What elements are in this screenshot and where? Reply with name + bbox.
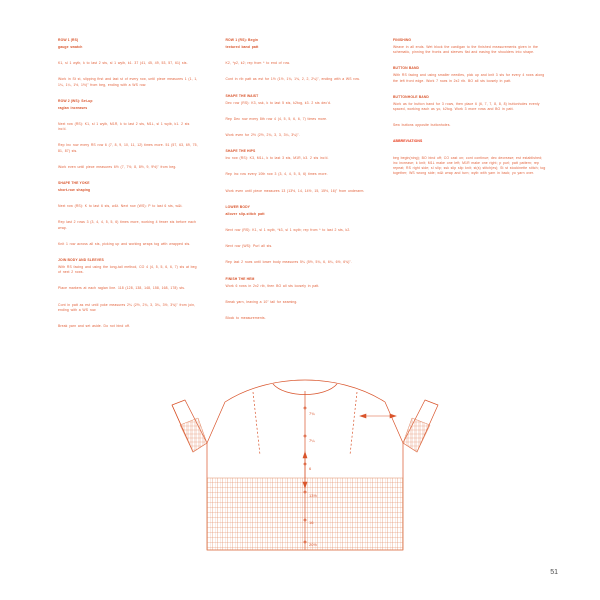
paragraph: Next row (RS): K1, sl 1 wyib, M1R, k to last 2 sts, M1L, sl 1 wyib, k1. 2 sts inc'd. [58,122,190,132]
measurement-label: 7¼ [309,438,315,443]
measurement-label: 13½ [309,493,317,498]
paragraph: Cont in rib patt as est for 1½ (1½, 1¾, 1¾, 2, 2, 2¼)", ending with a WS row. [225,77,360,82]
sleeve-measure-arrow [360,414,396,418]
paragraph: BUTTON BAND [392,66,420,71]
paragraph: K2, *p2, k2; rep from * to end of row. [225,61,291,66]
paragraph: Dec row (RS): K3, ssk, k to last 5 sts, k2tog, k3. 2 sts dec'd. [225,100,332,105]
paragraph: Work even until piece measures 6½ (7, 7½, 8, 8½, 9, 9½)" from beg. [58,164,177,169]
paragraph: Cont in patt as est until yoke measures 2¼ (2½, 2¾, 3, 3¼, 3½, 3¾)" from join, ending with a WS row. [58,302,196,312]
paragraph: Rep last 2 rows until lower body measures 5¼ (5½, 5¾, 6, 6¼, 6½, 6¾)". [225,260,352,265]
paragraph: ROW 1 (RS): Begin [225,38,259,42]
paragraph: Rep Inc row every RS row 6 (7, 8, 9, 10, 11, 12) times more. 51 (57, 63, 69, 75, 81, 87) sts. [58,143,198,153]
text-column-3 [393,38,548,340]
measurement-label: 7¾ [309,411,315,416]
paragraph: Place markers at each raglan line. 118 (128, 138, 148, 158, 168, 178) sts. [58,286,186,291]
paragraph: FINISH THE HEM [225,276,255,281]
paragraph: Rep Dec row every 8th row 4 (4, 5, 5, 6, 6, 7) times more. [225,116,328,121]
paragraph: beg begin(ning); BO bind off; CO cast on; cont continue; dec decrease; est established; inc increase; k knit; M1L make one left; M1R make one right; p purl; patt pattern; rep repeat; RS right side; sl slip; ssk slip slip knit; st(s) stitch(es); St st stockinette stitch; tog together; WS wrong side; w&t wrap and turn; wyib with yarn in back; yo yarn over. [392,155,546,176]
paragraph: LOWER BODY [225,204,251,209]
paragraph: Weave in all ends. Wet block the cardigan to the finished measurements given in the schematic, pinning the fronts and sleeves flat and easing the shoulders into shape. [392,45,539,55]
paragraph: Work even for 2½ (2½, 2¾, 3, 3, 3¼, 3¼)". [225,133,300,138]
paragraph: Work 6 rows in 2x2 rib, then BO all sts loosely in patt. [225,283,320,288]
paragraph: SHAPE THE YOKE [58,181,90,186]
page-number: 51 [550,569,558,576]
paragraph: BUTTONHOLE BAND [392,94,429,99]
text-column-2 [225,38,366,340]
paragraph: With RS facing and using smaller needles, pick up and knit 3 sts for every 4 rows along the left front edge. Work 7 rows in 2x2 rib. BO all sts loosely in patt. [392,73,545,83]
paragraph: Sew buttons opposite buttonholes. [392,123,451,128]
section-heading-abbreviations: ABBREVIATIONS [392,139,423,144]
paragraph: Work in St st, slipping first and last st of every row, until piece measures 1 (1, 1, 1¼, 1¼, 1½, 1½)" from beg, ending with a WS row. [58,77,198,87]
measurement-label: 6 [309,466,312,471]
text-column-1 [58,38,199,340]
paragraph: Work as for button band for 3 rows, then place 6 (6, 7, 7, 8, 8, 8) buttonholes evenly spaced, working each as yo, k2tog. Work 3 more rows and BO in patt. [392,101,540,112]
measurement-label: 20½ [309,542,317,547]
paragraph: Inc row (RS): K3, M1L, k to last 3 sts, M1R, k3. 2 sts inc'd. [225,156,329,161]
paragraph: Rep Inc row every 10th row 3 (3, 4, 4, 5, 5, 6) times more. [225,172,328,177]
measurement-label: 16 [309,520,314,525]
paragraph: Knit 1 row across all sts, picking up and working wraps tog with wrapped sts. [58,241,191,246]
paragraph: Work even until piece measures 13 (13½, 14, 14½, 15, 15½, 16)" from underarm. [225,188,365,193]
paragraph: Break yarn and set aside. Do not bind off. [58,324,131,329]
paragraph: JOIN BODY AND SLEEVES [58,258,104,263]
text-columns [58,38,548,340]
paragraph: FINISHING [392,38,412,42]
paragraph: Next row (WS): Purl all sts. [225,244,273,249]
paragraph: K1, sl 1 wyib, k to last 2 sts, sl 1 wyib, k1. 37 (41, 45, 49, 53, 57, 61) sts. [58,61,188,66]
paragraph: raglan increases [58,105,88,110]
raglan-seam-left [253,392,260,455]
center-measure-arrow [303,452,307,488]
paragraph: gauge swatch [58,45,83,49]
paragraph: Break yarn, leaving a 10" tail for seaming. [225,299,298,304]
raglan-seam-right [350,392,357,455]
paragraph: SHAPE THE WAIST [225,93,259,98]
paragraph: short-row shaping [58,188,91,193]
paragraph: ROW 1 (RS) [58,38,79,42]
cardigan-schematic [110,360,500,570]
paragraph: ROW 2 (WS): Set-up [58,98,93,103]
paragraph: SHAPE THE HIPS [225,149,256,154]
paragraph: Rep last 2 rows 3 (3, 4, 4, 5, 5, 6) times more, working 4 fewer sts before each wrap. [58,220,196,230]
paragraph: textured band patt [225,45,259,49]
paragraph: Next row (RS): K1, sl 1 wyib, *k3, sl 1 wyib; rep from * to last 2 sts, k2. [225,228,351,233]
paragraph: Next row (RS): K to last 6 sts, w&t. Next row (WS): P to last 6 sts, w&t. [58,204,183,209]
paragraph: Block to measurements. [225,316,266,321]
paragraph: allover slip-stitch patt [225,211,265,216]
paragraph: With RS facing and using the long-tail method, CO 4 (4, 5, 5, 6, 6, 7) sts at beg of next 2 rows. [58,265,197,275]
